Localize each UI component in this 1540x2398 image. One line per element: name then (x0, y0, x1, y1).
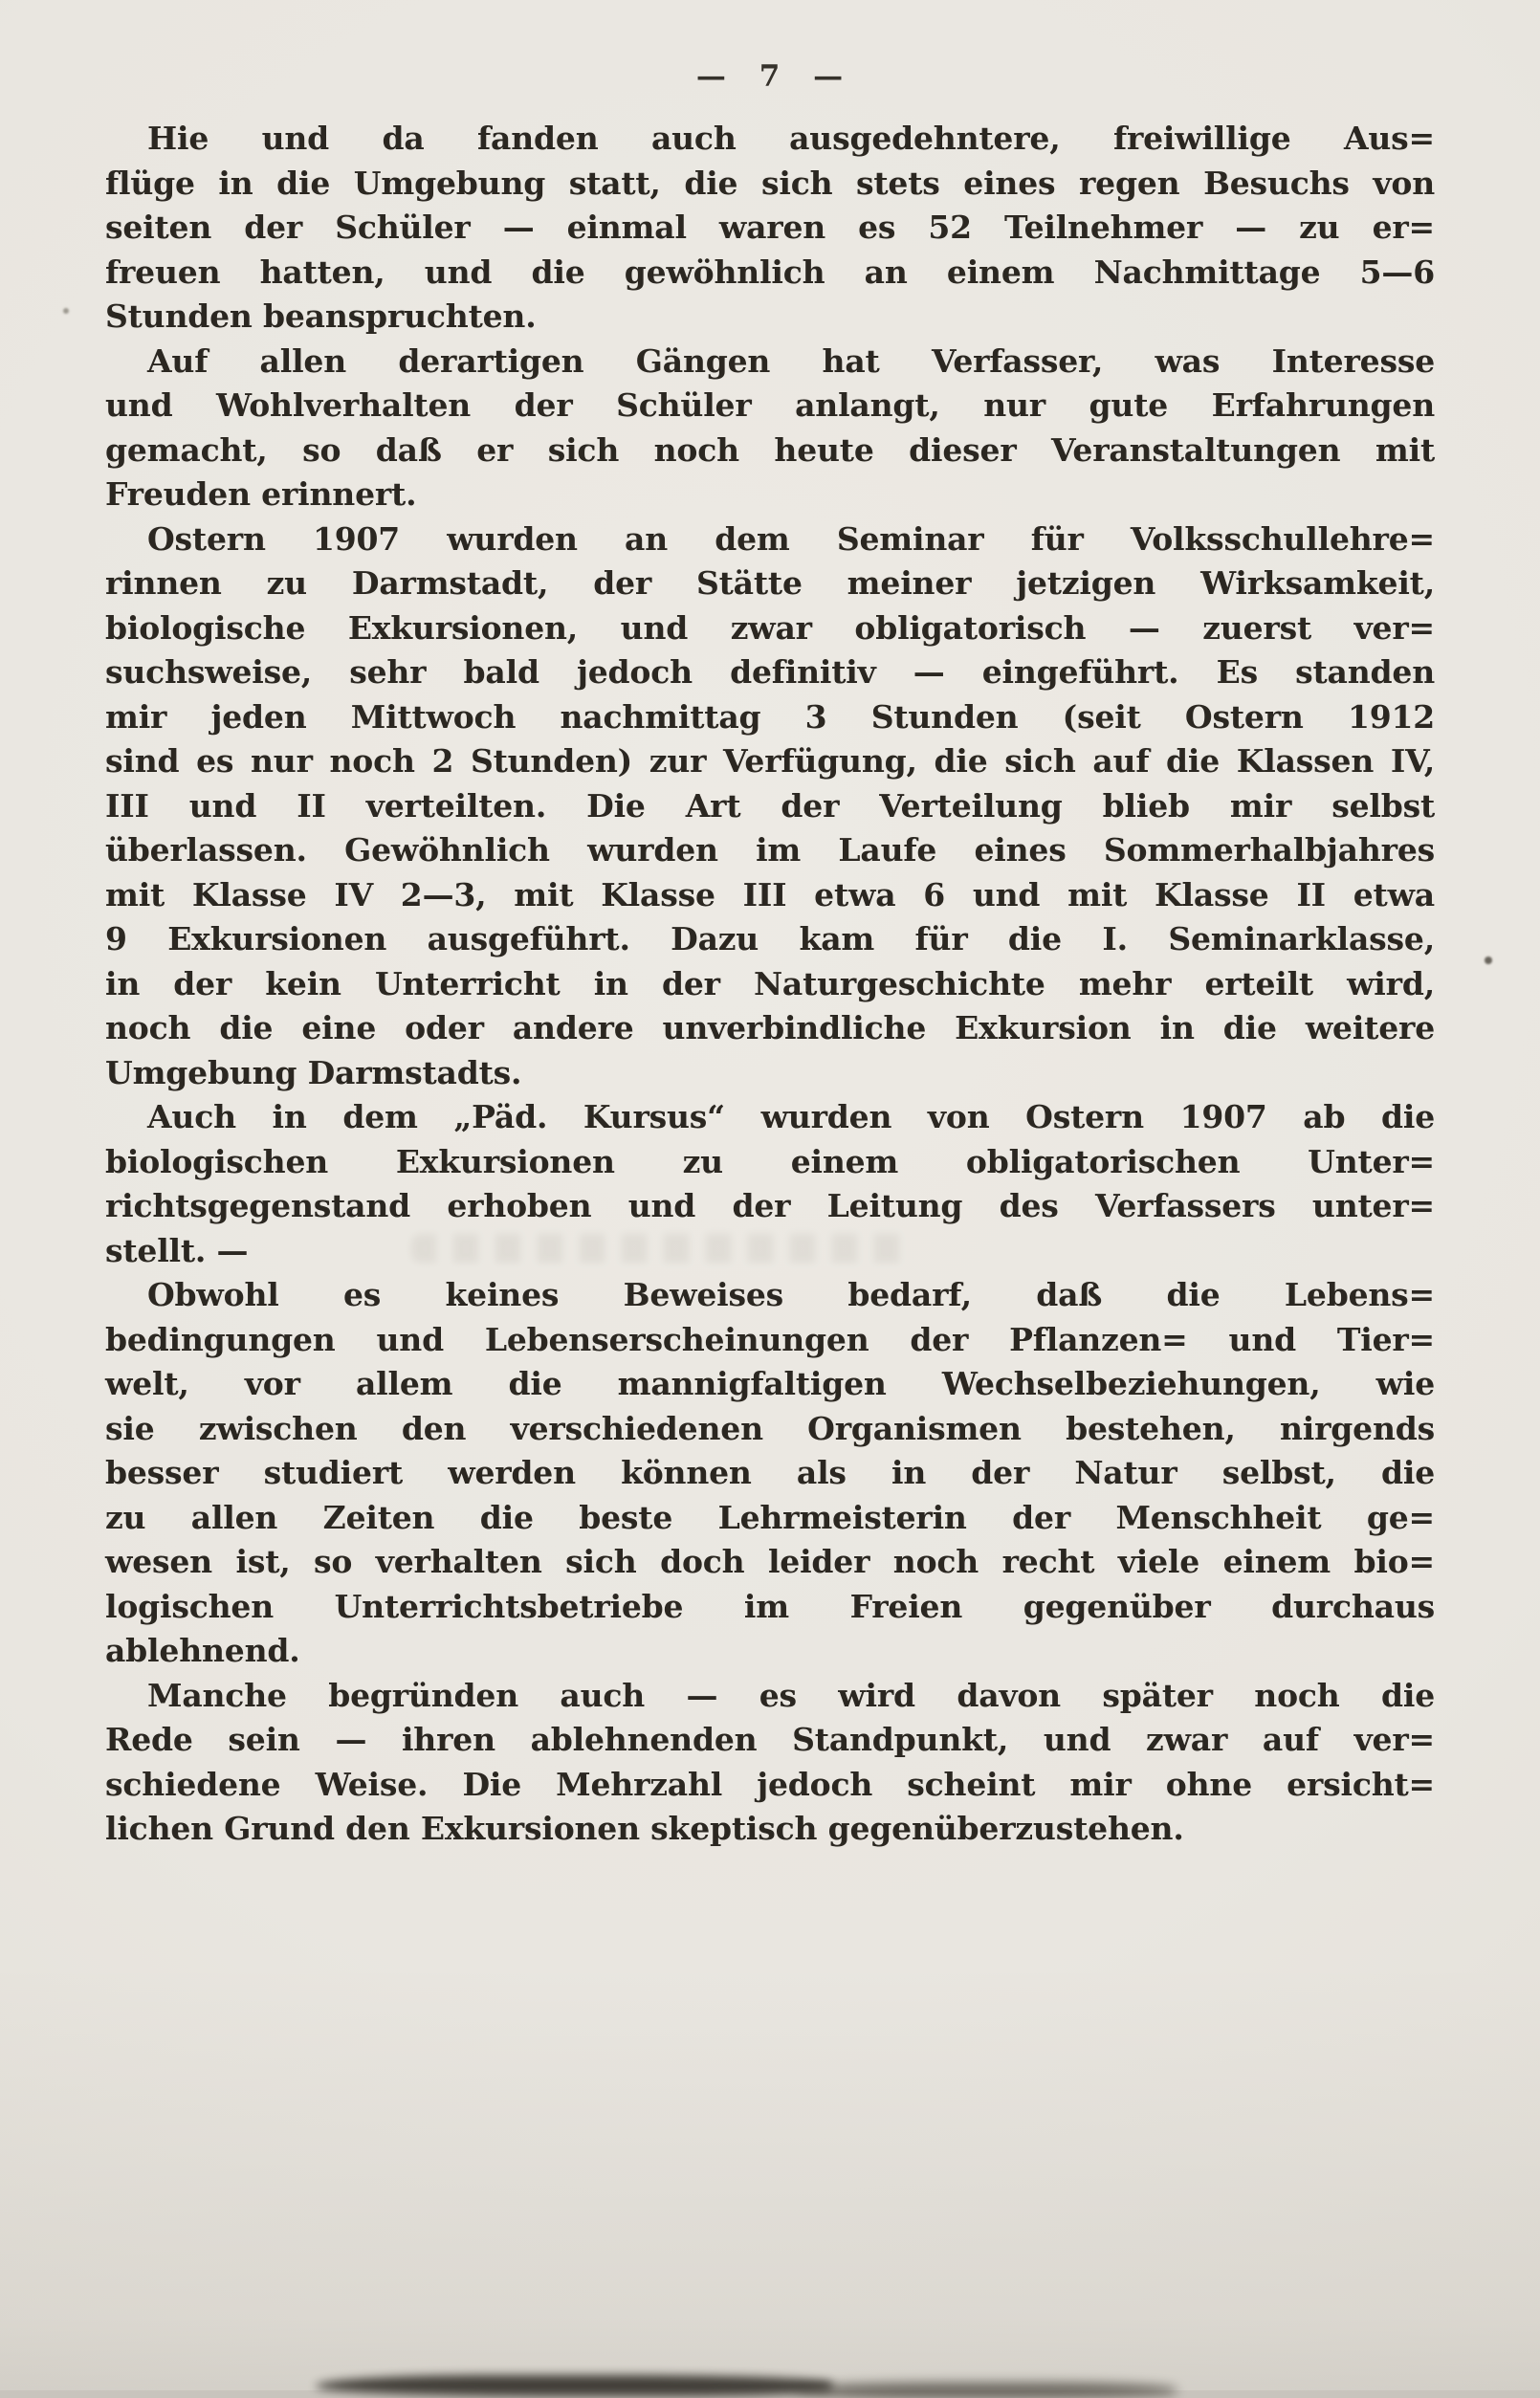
text-line: rinnen zu Darmstadt, der Stätte meiner jetzigen Wirksamkeit, (105, 564, 1435, 602)
text-line: biologischen Exkursionen zu einem obligatorischen Unter= (105, 1142, 1435, 1180)
text-line: flüge in die Umgebung statt, die sich stets eines regen Besuchs von (105, 164, 1435, 202)
text-line: Auch in dem „Päd. Kursus“ wurden von Ostern 1907 ab die (147, 1098, 1435, 1135)
text-line: besser studiert werden können als in der Natur selbst, die (105, 1454, 1435, 1491)
page-number: — 7 — (695, 59, 845, 94)
text-line: ablehnend. (105, 1632, 300, 1669)
text-line: noch die eine oder andere unverbindliche Exkursion in die weitere (105, 1009, 1435, 1046)
text-line: Manche begründen auch — es wird davon später noch die (147, 1676, 1435, 1714)
bottom-edge-smudge-artifact (794, 2383, 1177, 2398)
text-line: in der kein Unterricht in der Naturgeschichte mehr erteilt wird, (105, 964, 1435, 1002)
text-line: wesen ist, so verhalten sich doch leider noch recht viele einem bio= (105, 1543, 1435, 1580)
paragraph (105, 117, 1435, 340)
text-line: Obwohl es keines Beweises bedarf, daß die Lebens= (147, 1276, 1435, 1313)
text-line: III und II verteilten. Die Art der Verteilung blieb mir selbst (105, 786, 1435, 825)
bottom-edge-smudge-artifact (316, 2375, 832, 2396)
text-line: logischen Unterrichtsbetriebe im Freien gegenüber durchaus (105, 1587, 1435, 1625)
text-line: welt, vor allem die mannigfaltigen Wechselbeziehungen, wie (105, 1365, 1435, 1402)
text-line: stellt. — (105, 1231, 249, 1269)
text-line: sie zwischen den verschiedenen Organismen bestehen, nirgends (105, 1409, 1435, 1447)
body-text (105, 117, 1435, 1852)
paragraph (105, 1273, 1435, 1674)
text-line: mit Klasse IV 2—3, mit Klasse III etwa 6 und mit Klasse II etwa (105, 875, 1435, 913)
paragraph (105, 340, 1435, 517)
text-line: lichen Grund den Exkursionen skeptisch gegenüberzustehen. (105, 1810, 1184, 1847)
paragraph (105, 1674, 1435, 1852)
text-line: suchsweise, sehr bald jedoch definitiv — eingeführt. Es standen (105, 653, 1435, 691)
text-line: seiten der Schüler — einmal waren es 52 Teilnehmer — zu er= (105, 209, 1435, 246)
text-line: Freuden erinnert. (105, 475, 417, 513)
text-line: bedingungen und Lebenserscheinungen der Pflanzen= und Tier= (105, 1320, 1435, 1358)
text-line: schiedene Weise. Die Mehrzahl jedoch scheint mir ohne ersicht= (105, 1765, 1435, 1803)
text-line: Hie und da fanden auch ausgedehntere, freiwillige Aus= (147, 120, 1435, 157)
text-line: mir jeden Mittwoch nachmittag 3 Stunden (seit Ostern 1912 (105, 697, 1435, 736)
text-line: Rede sein — ihren ablehnenden Standpunkt, und zwar auf ver= (105, 1721, 1435, 1758)
scan-speck-artifact (1485, 957, 1492, 964)
show-through-artifact (411, 1234, 909, 1263)
text-line: gemacht, so daß er sich noch heute dieser Veranstaltungen mit (105, 430, 1435, 469)
text-line: Stunden beanspruchten. (105, 297, 537, 335)
text-line: Ostern 1907 wurden an dem Seminar für Volksschullehre= (147, 519, 1435, 558)
text-line: überlassen. Gewöhnlich wurden im Laufe eines Sommerhalbjahres (105, 831, 1435, 869)
scan-speck-artifact (63, 308, 69, 314)
text-line: sind es nur noch 2 Stunden) zur Verfügung, die sich auf die Klassen IV, (105, 742, 1435, 780)
text-line: richtsgegenstand erhoben und der Leitung des Verfassers unter= (105, 1187, 1435, 1224)
text-line: Umgebung Darmstadts. (105, 1053, 522, 1091)
text-line: freuen hatten, und die gewöhnlich an einem Nachmittage 5—6 (105, 253, 1435, 291)
text-line: biologische Exkursionen, und zwar obligatorisch — zuerst ver= (105, 608, 1435, 647)
text-line: Auf allen derartigen Gängen hat Verfasser, was Interesse (147, 341, 1435, 380)
text-line: 9 Exkursionen ausgeführt. Dazu kam für die I. Seminarklasse, (105, 920, 1435, 957)
text-line: zu allen Zeiten die beste Lehrmeisterin der Menschheit ge= (105, 1498, 1435, 1536)
text-line: und Wohlverhalten der Schüler anlangt, nur gute Erfahrungen (105, 386, 1435, 424)
paragraph (105, 517, 1435, 1096)
